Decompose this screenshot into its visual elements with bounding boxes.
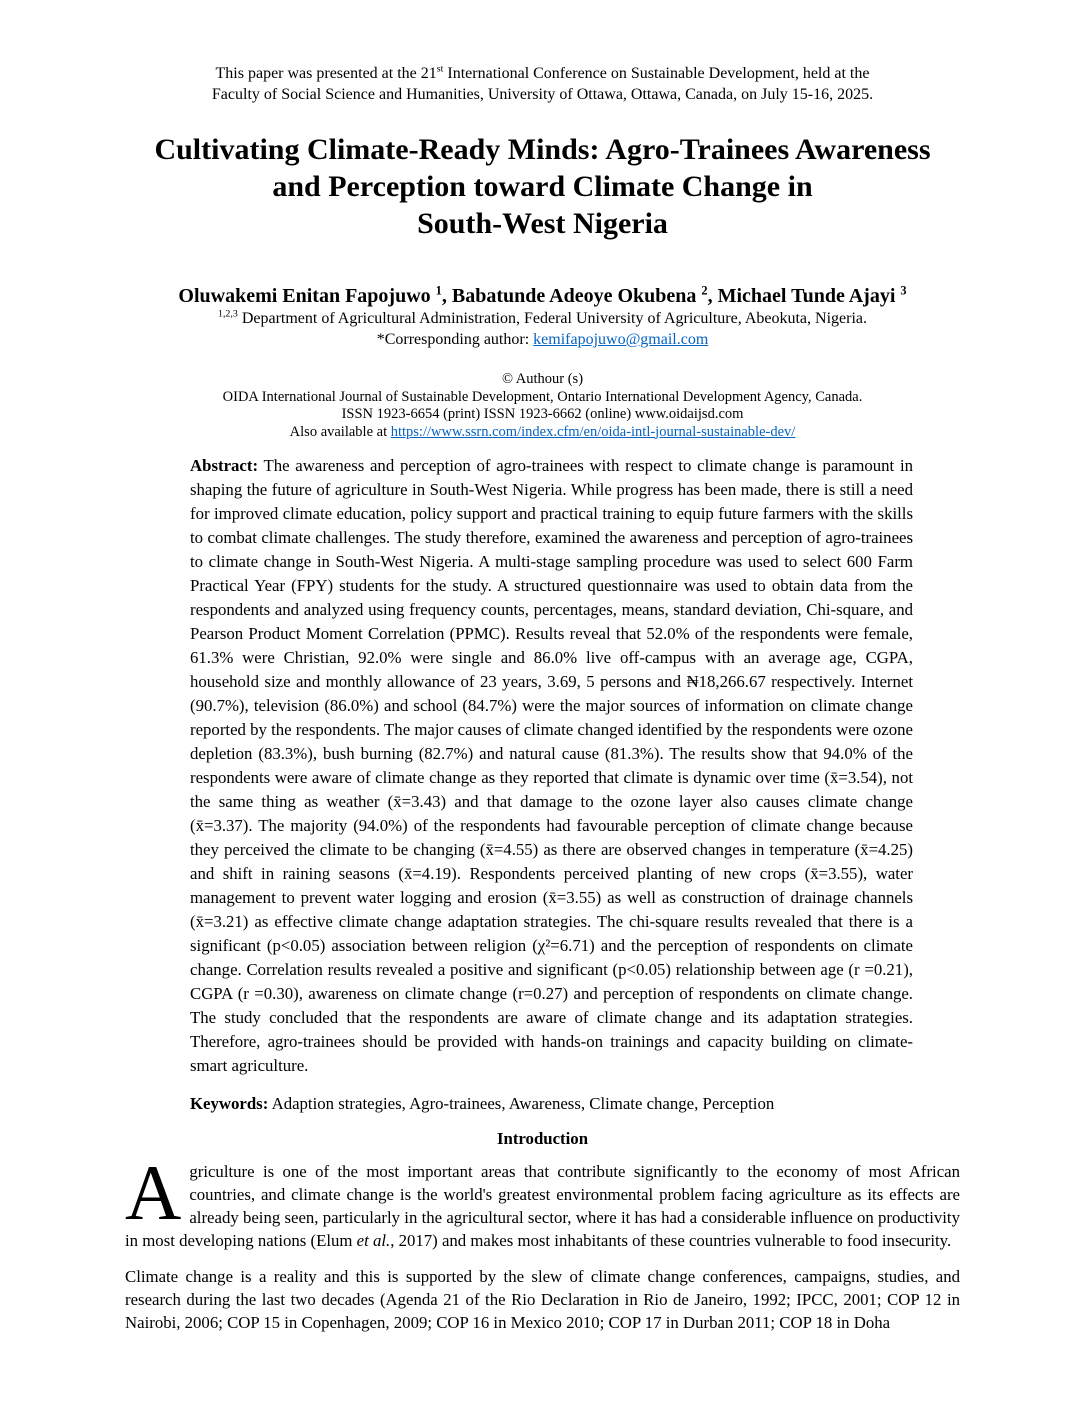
availability-line: [125, 424, 960, 442]
keywords-label: Keywords:: [190, 1094, 269, 1113]
title-line-3: South-West Nigeria: [417, 207, 668, 240]
issn-line: ISSN 1923-6654 (print) ISSN 1923-6662 (online) www.oidaijsd.com: [341, 406, 744, 422]
author-sup-2: 2: [701, 283, 708, 298]
corresponding-author-line: [125, 329, 960, 350]
introduction-paragraph-2: Climate change is a reality and this is supported by the slew of climate change conferences, campaigns, studies, and research during the last two decades (Agenda 21 of the Rio Declaration in Rio de Janeiro, 1992; IPCC, 2001; COP 12 in Nairobi, 2006; COP 15 in Copenhagen, 2009; COP 16 in Mexico 2010; COP 17 in Durban 2011; COP 18 in Doha: [125, 1267, 960, 1332]
author-name-3: , Michael Tunde Ajayi: [707, 285, 901, 307]
title-line-1: Cultivating Climate-Ready Minds: Agro-Trainees Awareness: [154, 133, 931, 166]
affiliation-superscript: 1,2,3: [218, 308, 238, 320]
keywords-text: Adaption strategies, Agro-trainees, Awareness, Climate change, Perception: [268, 1094, 775, 1113]
keywords-line: [190, 1092, 913, 1116]
author-sup-3: 3: [900, 283, 907, 298]
conference-note-text-cont: International Conference on Sustainable Development, held at the: [443, 65, 870, 82]
conference-note-text: This paper was presented at the 21: [215, 65, 437, 82]
corresponding-email-link[interactable]: kemifapojuwo@gmail.com: [533, 331, 709, 348]
journal-imprint: [125, 371, 960, 441]
journal-line: OIDA International Journal of Sustainable Development, Ontario International Development Agency, Canada.: [222, 388, 863, 405]
copyright-line: © Authour (s): [501, 371, 584, 387]
affiliation-line: [125, 308, 960, 329]
intro-p1-text-cont: , 2017) and makes most inhabitants of these countries vulnerable to food insecurity.: [390, 1231, 952, 1250]
introduction-heading: Introduction: [496, 1129, 589, 1148]
dropcap-letter: A: [125, 1149, 182, 1236]
availability-label: Also available at: [289, 423, 391, 440]
conference-note: [125, 63, 960, 105]
ordinal-superscript: st: [436, 63, 444, 75]
author-name-1: Oluwakemi Enitan Fapojuwo: [178, 285, 436, 307]
affiliation-text: Department of Agricultural Administration, Federal University of Agriculture, Abeokuta, Nigeria.: [237, 310, 867, 327]
ssrn-url-link[interactable]: https://www.ssrn.com/index.cfm/en/oida-intl-journal-sustainable-dev/: [390, 423, 796, 440]
author-name-2: , Babatunde Adeoye Okubena: [441, 285, 702, 307]
title-line-2: and Perception toward Climate Change in: [272, 170, 813, 203]
intro-p1-etal: et al.: [356, 1231, 391, 1250]
intro-p1-text: griculture is one of the most important areas that contribute significantly to the economy of most African countries, and climate change is the world's greatest environmental problem facing agriculture as its effects are already being seen, particularly in the agricultural sector, where it has had a considerable influence on productivity in most developing nations (Elum: [125, 1162, 960, 1250]
introduction-paragraph-1: [125, 1149, 960, 1252]
abstract-label: Abstract:: [190, 456, 259, 475]
authors-line: [125, 284, 960, 308]
conference-note-line1: [125, 63, 960, 84]
abstract-paragraph: [190, 454, 913, 1078]
author-sup-1: 1: [435, 283, 442, 298]
page-title: [125, 131, 960, 242]
corresponding-author-label: *Corresponding author:: [376, 331, 534, 348]
conference-note-line2: Faculty of Social Science and Humanities, University of Ottawa, Ottawa, Canada, on July 15-16, 2025.: [211, 86, 874, 103]
abstract-text: The awareness and perception of agro-trainees with respect to climate change is paramount in shaping the future of agriculture in South-West Nigeria. While progress has been made, there is still a need for improved climate education, policy support and practical training to equip future farmers with the skills to combat climate challenges. The study therefore, examined the awareness and perception of agro-trainees to climate change in South-West Nigeria. A multi-stage sampling procedure was used to select 600 Farm Practical Year (FPY) students for the study. A structured questionnaire was used to obtain data from the respondents and analyzed using frequency counts, percentages, means, standard deviation, Chi-square, and Pearson Product Moment Correlation (PPMC). Results reveal that 52.0% of the respondents were female, 61.3% were Christian, 92.0% were single and 86.0% live off-campus with an average age, CGPA, household size and monthly allowance of 23 years, 3.69, 5 persons and ₦18,266.67 respectively. Internet (90.7%), television (86.0%) and school (84.7%) were the major sources of information on climate change reported by the respondents. The major causes of climate changed identified by the respondents were ozone depletion (83.3%), bush burning (82.7%) and natural cause (81.3%). The results show that 94.0% of the respondents were aware of climate change as they reported that climate is dynamic over time (x̄=3.54), not the same thing as weather (x̄=3.43) and that damage to the ozone layer also causes climate change (x̄=3.37). The majority (94.0%) of the respondents had favourable perception of climate change because they perceived the climate to be changing (x̄=4.55) as there are observed changes in temperature (x̄=4.25) and shift in raining seasons (x̄=4.19). Respondents perceived planting of new crops (x̄=3.55), water management to prevent water logging and erosion (x̄=3.55) as well as construction of drainage channels (x̄=3.21) as effective climate change adaptation strategies. The chi-square results revealed that there is a significant (p<0.05) association between religion (χ²=6.71) and the perception of respondents on climate change. Correlation results revealed a positive and significant (p<0.05) relationship between age (r =0.21), CGPA (r =0.30), awareness on climate change (r=0.27) and perception of respondents on climate change. The study concluded that the respondents are aware of climate change and its adaptation strategies. Therefore, agro-trainees should be provided with hands-on trainings and capacity building on climate-smart agriculture.: [190, 456, 913, 1075]
